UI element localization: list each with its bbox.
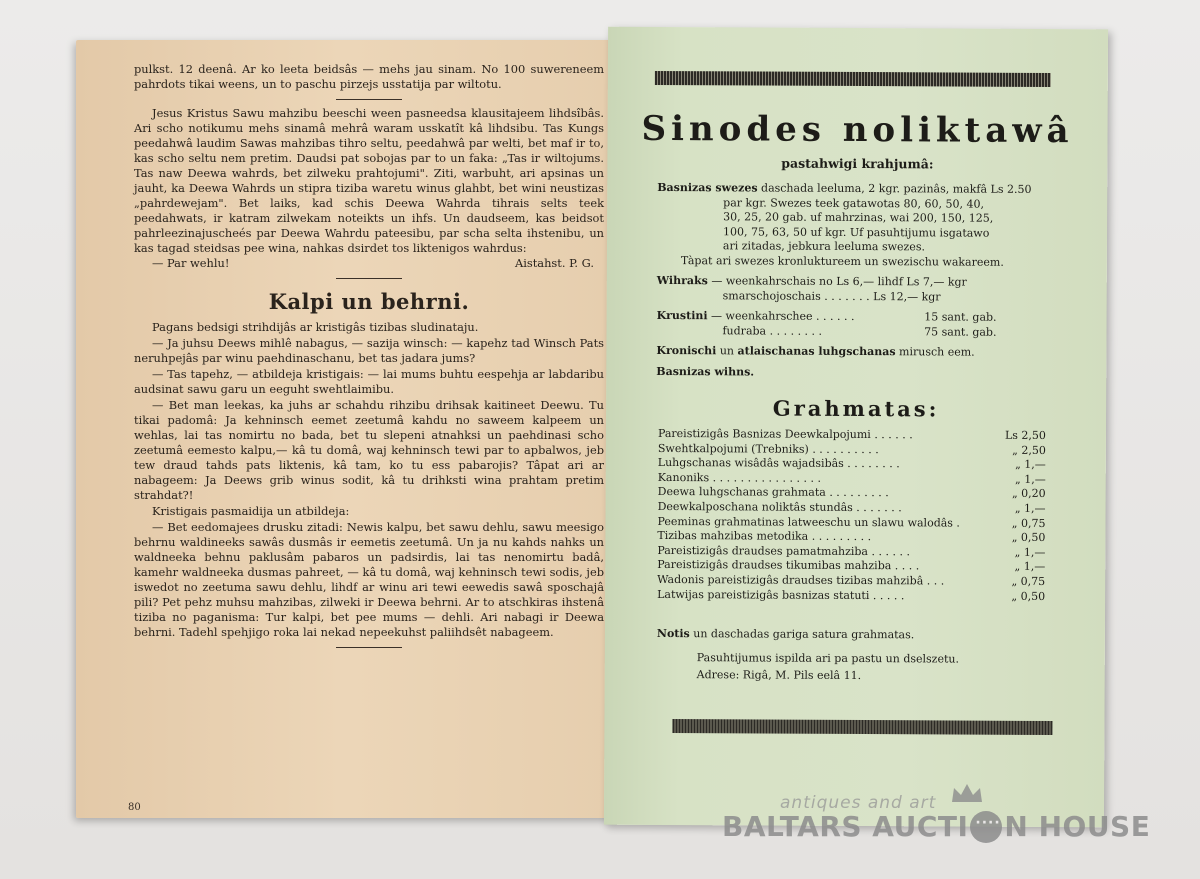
book-item: Kanoniks . . . . . . . . . . . . . . . . „ 1,—: [657, 470, 1046, 486]
divider: [336, 278, 402, 279]
crowns-entry: Kronischi un atlaischanas luhgschanas mirusch eem.: [656, 343, 975, 359]
books-list: [657, 427, 1046, 604]
intro-paragraph: pulkst. 12 deenâ. Ar ko leeta beidsâs — mehs jau sinam. No 100 suwereneem pahrdots tikai weens, un to paschu pirzejs usstatija par wiltotu.: [134, 62, 604, 91]
left-page: [76, 40, 613, 818]
notes-line: Notis un daschadas gariga satura grahmatas.: [656, 626, 915, 642]
divider: [336, 99, 402, 100]
paragraph: Kristigais pasmaidija un atbildeja:: [152, 504, 350, 518]
book-item: Deewkalposchana noliktâs stundâs . . . . . . . „ 1,—: [657, 499, 1046, 515]
paragraph: — Tas tapehz, — atbildeja kristigais: — lai mums buhtu eespehja ar labdaribu audsinat sawu garu un eeguht swehtlaimibu.: [134, 367, 604, 396]
book-item: Deewa luhgschanas grahmata . . . . . . . . . „ 0,20: [657, 485, 1046, 501]
book-item: Pareistizigâs draudses pamatmahziba . . . . . . „ 1,—: [657, 543, 1046, 559]
watermark-logo: BALTARS AUCTI ···· N HOUSE: [722, 810, 1150, 843]
book-item: Peeminas grahmatinas latweeschu un slawu walodâs . „ 0,75: [657, 514, 1046, 530]
book-item: Luhgschanas wisâdâs wajadsibâs . . . . . . . . „ 1,—: [657, 456, 1046, 472]
book-item: Latwijas pareistizigâs basnizas statuti . . . . . „ 0,50: [657, 587, 1046, 603]
signature-text: — Par wehlu!: [152, 256, 230, 270]
book-item: Wadonis pareistizigâs draudses tizibas mahzibâ . . . „ 0,75: [657, 572, 1046, 588]
book-item: Pareistizigâs draudses tikumibas mahziba . . . . „ 1,—: [657, 558, 1046, 574]
page-number: 80: [128, 802, 141, 813]
page-title: Sinodes noliktawâ: [641, 108, 1074, 152]
book-item: Tizibas mahzibas metodika . . . . . . . . . „ 0,50: [657, 529, 1046, 545]
books-heading: Grahmatas:: [772, 395, 940, 422]
paragraph: — Bet man leekas, ka juhs ar schahdu rihzibu drihsak kaitineet Deewu. Tu tikai padomâ: Ja kehninsch eemet zeetumâ kahdu no saweem kalpeem un wehlas, lai tas nomirtu no bada, bet tu slepeni atnahksi un paehdinasi scho zeetumâ eemesto kalpu,— kâ tu domâ, waj kehninsch tewi par to apbalwos, jeb tew draud tahds pats liktenis, kâ tam, ko tu ess pabarojis? Tâpat ari ar nabageem: Ja Deews grib winus sodit, kâ tu drihksti wina prahtam pretim strahdat?!: [134, 398, 604, 502]
logo-circle-icon: [970, 811, 1002, 843]
divider: [336, 647, 402, 648]
book-item: Swehtkalpojumi (Trebniks) . . . . . . . . . . „ 2,50: [657, 441, 1046, 457]
book-item: Pareistizigâs Basnizas Deewkalpojumi . . . . . . Ls 2,50: [657, 426, 1046, 442]
jesus-paragraph: Jesus Kristus Sawu mahzibu beeschi ween pasneedsa klausitajeem lihdsîbâs. Ari scho notikumu mehs sinamâ mehrâ waram usskatît kâ lihdsibu. Tas Kungs peedahwâ laudim Sawas mahzibas tihro seltu, peedahwâ par welti, bet maf ir to, kas scho seltu nem pretim. Daudsi pat sobojas par to un faka: „Tas ir wiltojums. Tas naw Deewa wahrds, bet zilweku prahtojumi". Ziti, warbuht, ari apsinas un jauht, ka Deewa Wahrds un stipra tiziba waretu winus glahbt, bet wini neustizas „pahrdewejam". Bet laiks, kad schis Deewa Wahrda tihrais selts teek peedahwats, ir katram zilwekam noteikts un ihfs. Un daudseem, kas beidsot pahrleezinajuscheés par Deewa Wahrdu pateesibu, par scha selta ihstenibu, un kas tagad steidsas pee wina, nahkas dsirdet tos liktenigos wahrdus:: [134, 106, 604, 255]
page-subtitle: pastahwigi krahjumâ:: [781, 155, 934, 172]
candles-entry: Basnizas swezes daschada leeluma, 2 kgr. pazinâs, makfâ Ls 2.50: [657, 180, 1032, 196]
right-page: [604, 27, 1108, 828]
wine-entry: Basnizas wihns.: [656, 364, 755, 378]
incense-entry: Wihraks — weenkahrschais no Ls 6,— lihdf Ls 7,— kgr: [656, 273, 967, 289]
paragraph: — Bet eedomajees drusku zitadi: Newis kalpu, bet sawu dehlu, sawu meesigo behrnu waldineeks sawâs dusmâs ir eemetis zeetumâ. Un ja nu kahds nahks un waldneeka behnu paklusâm pabaros un padsirdis, lai tas nenomirtu badâ, kamehr waldneeka dusmas pahreet, — kâ tu domâ, waj kehninsch tewi sodis, jeb iswedot no zeetuma sawu dehlu, lihdf ar winu ari tewi eewedis sawâ sposchajâ pili? Pet pehz muhsu mahzibas, zilweki ir Deewa behrni. Ar to atschkiras ihstenâ tiziba no paganisma: Tur kalpi, bet pee mums — dehli. Ari nabagi ir Deewa behrni. Tadehl spehjigo roka lai nekad nepeekuhst paliihdsêt nabageem.: [134, 520, 604, 639]
signature-author: Aistahst. P. G.: [515, 256, 594, 270]
signature-line: [134, 256, 604, 271]
left-page-text: [134, 62, 604, 654]
paragraph: Pagans bedsigi strihdijâs ar kristigâs tizibas sludinataju.: [152, 320, 479, 334]
crosses-entry: Krustini — weenkahrschee . . . . . . 15 sant. gab.: [656, 308, 997, 324]
paragraph: — Ja juhsu Deews mihlê nabagus, — sazija winsch: — kapehz tad Winsch Pats neruhpejâs par winu paehdinaschanu, bet tas jadara jums?: [134, 336, 604, 365]
article-title: Kalpi un behrni.: [268, 289, 470, 314]
decorative-bar-top: [655, 71, 1051, 87]
crown-icon: [950, 782, 984, 804]
inventory-list: Basnizas swezes daschada leeluma, 2 kgr. pazinâs, makfâ Ls 2.50 par kgr. Swezes teek gatawotas 80, 60, 50, 40, 30, 25, 20 gab. uf mahrzinas, wai 200, 150, 125, 100, 75, 63, 50 uf kgr. Uf pasuhtijumu isgatawo ari zitadas, jebkura leeluma swezes. Tàpat ari swezes kronluktureem un swezischu wakareem. Wihraks — weenkahrschais no Ls 6,— lihdf Ls 7,— kgr smarschojoschais . . . . . . . Ls 12,— kgr Krustini — weenkahrschee . . . . . . 15 sant. gab. fudraba . . . . . . . . 75 sant. gab. Kronischi un atlaischanas luhgschanas mirusch eem. Basnizas wihns.: [656, 181, 1047, 381]
decorative-bar-bottom: [672, 719, 1052, 735]
order-info: Pasuhtijumus ispilda ari pa pastu un dselszetu. Adrese: Rigâ, M. Pils eelâ 11.: [696, 651, 960, 683]
watermark-tagline: antiques and art: [780, 793, 937, 813]
